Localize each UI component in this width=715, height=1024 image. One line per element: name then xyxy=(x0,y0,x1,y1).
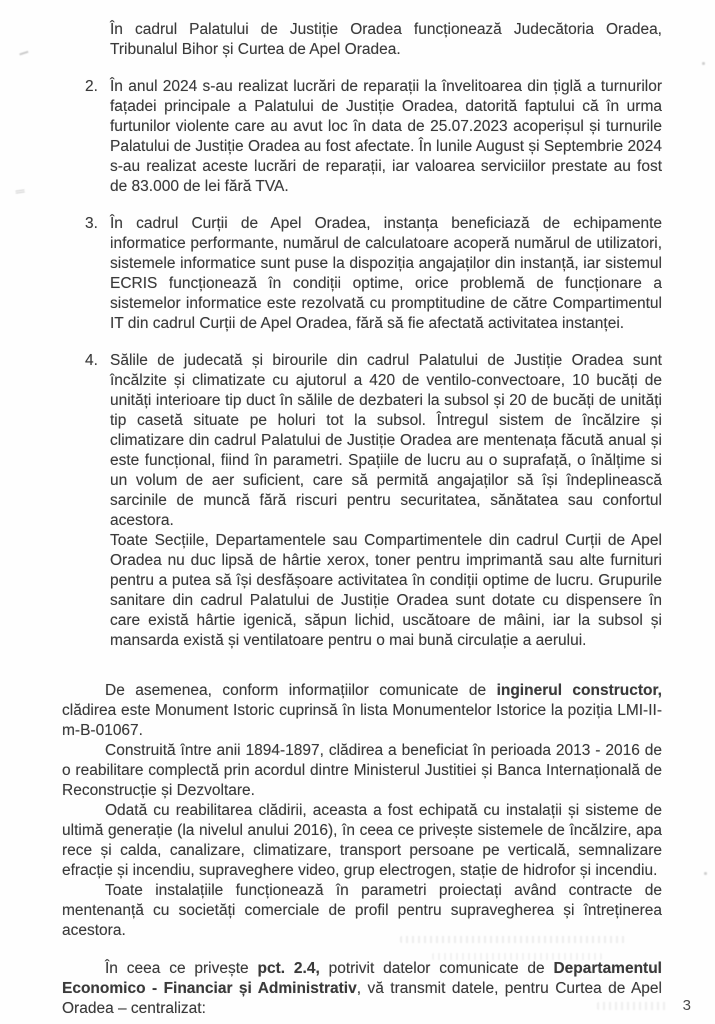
intro-paragraph: În cadrul Palatului de Justiție Oradea funcționează Judecătoria Oradea, Tribunalul Bihor și Curtea de Apel Oradea. xyxy=(110,21,662,58)
list-item-2-text xyxy=(110,77,662,197)
list-item-3-paragraph: În cadrul Curții de Apel Oradea, instanța beneficiază de echipamente informatice performante, numărul de calculatoare acoperă numărul de utilizatori, sistemele informatice sunt puse la dispoziția angajaților din instanță, iar sistemul ECRIS funcționează în condiții optime, orice problemă de funcționare a sistemelor informatice este rezolvată cu promptitudine de către Compartimentul IT din cadrul Curții de Apel Oradea, fără să fie afectată activitatea instanței. xyxy=(110,215,662,332)
body-paragraph-maintenance: Toate instalațiile funcționează în parametri proiectați având contracte de mentenanță cu societăți comerciale de profil pentru supravegherea și întreținerea acestora. xyxy=(62,882,662,939)
list-item-4 xyxy=(85,351,662,651)
list-item-2 xyxy=(85,77,662,197)
list-item-4-paragraph-2: Toate Secțiile, Departamentele sau Compartimentele din cadrul Curții de Apel Oradea nu duc lipsă de hârtie xerox, toner pentru imprimantă sau alte furnituri pentru a putea să își desfășoare activitatea în condiții optime de lucru. Grupurile sanitare din cadrul Palatului de Justiție Oradea sunt dotate cu dispensere în care există hârtie igenică, săpun lichid, uscătoare de mâini, iar la subsol și mansarda există și ventilatoare pentru o mai bună circulație a aerului. xyxy=(110,532,662,649)
list-number-3: 3. xyxy=(85,215,98,232)
body-paragraph-pct-2-4: În ceea ce privește pct. 2.4, potrivit datelor comunicate de Departamentul Economico - Financiar și Administrativ, vă transmit datele, pentru Curtea de Apel Oradea – centralizat: xyxy=(62,960,662,1017)
scan-speck xyxy=(704,872,707,875)
list-number-4: 4. xyxy=(85,352,98,369)
scan-artifact-mark xyxy=(15,189,25,199)
list-number-2: 2. xyxy=(85,78,98,95)
scan-smudge-near-page-number xyxy=(597,1002,669,1010)
body-paragraph-construction-history: Construită între anii 1894-1897, clădirea a beneficiat în perioada 2013 - 2016 de o reabilitare complectă prin acordul dintre Ministerul Justitiei și Banca Internațională de Reconstrucție și Dezvoltare. xyxy=(62,742,662,799)
scan-speck xyxy=(702,62,705,65)
body-paragraph-systems: Odată cu reabilitarea clădirii, aceasta a fost echipată cu instalații și sisteme de ultimă generație (la nivelul anului 2016), în ceea ce privește sistemele de încălzire, apa rece și calda, canalizare, climatizare, transport persoane pe verticală, semnalizare efracție și incendiu, supraveghere video, grup electrogen, stație de hidrofor și incendiu. xyxy=(62,802,662,879)
scan-bleedthrough-smudge xyxy=(400,936,625,943)
scan-bleedthrough-smudge xyxy=(432,953,602,960)
list-item-3-text xyxy=(110,214,662,334)
body-paragraph-engineer-info: De asemenea, conform informațiilor comunicate de inginerul constructor, clădirea este Monument Istoric cuprinsă în lista Monumentelor Istorice la poziția LMI-II-m-B-01067. xyxy=(62,682,662,739)
list-item-4-text xyxy=(110,351,662,651)
list-item-4-paragraph-1: Sălile de judecată și birourile din cadrul Palatului de Justiție Oradea sunt încălzite și climatizate cu ajutorul a 420 de ventilo-convectoare, 10 bucăți de unități interioare tip duct în sălile de dezbateri la subsol și 20 de bucăți de unități tip casetă situate pe holuri tot la subsol. Întregul sistem de încălzire și climatizare din cadrul Palatului de Justiție Oradea are mentenața făcută anual și este funcțional, fiind în parametri. Spațiile de lucru au o suprafață, o înălțime si un volum de aer suficient, care să permită angajaților să își îndeplinească sarcinile de muncă fără riscuri pentru securitatea, sănătatea sau confortul acestora. xyxy=(110,352,662,529)
page-number: 3 xyxy=(682,997,691,1014)
list-item-2-paragraph: În anul 2024 s-au realizat lucrări de reparații la învelitoarea din țiglă a turnurilor fațadei principale a Palatului de Justiție Oradea, datorită faptului că în urma furtunilor violente care au avut loc în data de 25.07.2023 acoperișul și turnurile Palatului de Justiție Oradea au fost afectate. În lunile August și Septembrie 2024 s-au realizat aceste lucrări de reparații, iar valoarea serviciilor prestate au fost de 83.000 de lei fără TVA. xyxy=(110,78,662,195)
list-item-3 xyxy=(85,214,662,334)
